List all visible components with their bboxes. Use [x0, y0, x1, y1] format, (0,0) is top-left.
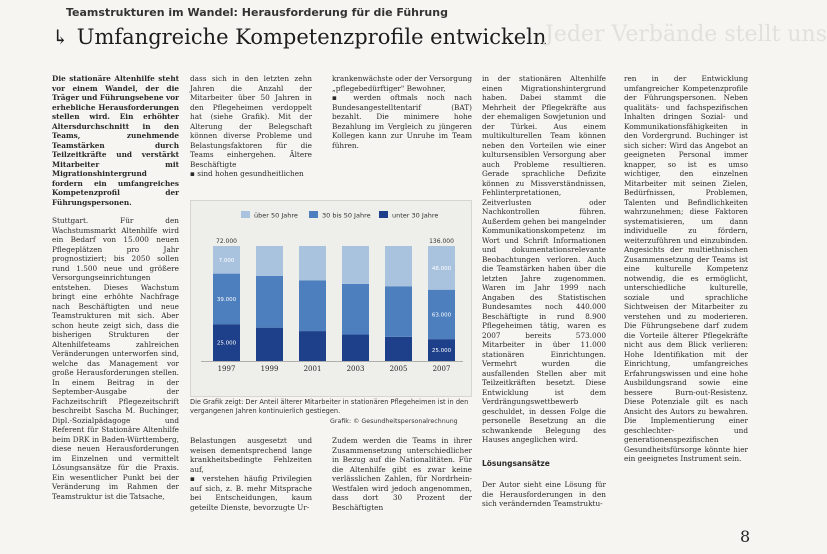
- body-paragraph: Der Autor sieht eine Lösung für die Herausforderungen in den sich verändernden Teamstruktu-: [482, 480, 606, 508]
- bar-segment: [342, 284, 369, 335]
- legend-swatch: [241, 211, 250, 218]
- x-tick-label: 1997: [217, 365, 236, 373]
- body-paragraph: krankenwächste oder der Versorgung „pflegebedürftiger" Bewohner,: [332, 74, 472, 93]
- body-paragraph: Belastungen ausgesetzt und weisen dementsprechend lange krankheitsbedingte Fehlzeiten auf,: [190, 436, 312, 474]
- bullet-text: werden oftmals noch nach Bundesangestelltentarif (BAT) bezahlt. Die minimere hohe Bezahlung im Vergleich zu jüngeren Kollegen kann zur Unruhe im Team führen.: [332, 93, 473, 150]
- column-4: [482, 74, 606, 552]
- bullet-item: ▪ sind hohen gesundheitlichen: [190, 169, 304, 178]
- chart-figure: [190, 200, 472, 397]
- bar-segment: [342, 246, 369, 284]
- bar-total-label: 136.000: [429, 238, 454, 245]
- bar-segment: [256, 246, 283, 276]
- bullet-item: ▪ werden oftmals noch nach Bundesangestelltentarif (BAT) bezahlt. Die minimere hohe Bezahlung im Vergleich zu jüngeren Kollegen kann zur Unruhe im Team führen.: [332, 93, 473, 150]
- bar-value-label: 25.000: [431, 348, 452, 355]
- legend-label: 30 bis 50 Jahre: [322, 211, 371, 220]
- bleed-through-text: Jeder Verbände stellt uns: [545, 22, 827, 47]
- column-1: [52, 74, 179, 552]
- column-3: [332, 74, 472, 160]
- bar-value-label: 39.000: [216, 296, 237, 303]
- bar-value-label: 25.000: [216, 340, 237, 347]
- bar-segment: [385, 286, 412, 337]
- x-tick-label: 1999: [260, 365, 279, 373]
- legend-label: unter 30 Jahre: [392, 211, 439, 220]
- x-tick-label: 2007: [432, 365, 451, 373]
- bullet-text: verstehen häufig Privilegien auf sich, z. B. mehr Mitsprache bei Entscheidungen, kaum geteilte Dienste, bevorzugte Ur-: [190, 474, 312, 512]
- bar-segment: [256, 276, 283, 328]
- legend-label: über 50 Jahre: [254, 211, 298, 220]
- kicker: Teamstrukturen im Wandel: Herausforderung für die Führung: [66, 6, 448, 19]
- page-title: [52, 25, 546, 49]
- bar-segment: [342, 335, 369, 361]
- title-text: Umfangreiche Kompetenzprofile entwickeln: [76, 25, 547, 49]
- body-paragraph: Stuttgart. Für den Wachstumsmarkt Altenhilfe wird ein Bedarf von 15.000 neuen Pflegeplätzen pro Jahr prognostiziert; bis 2050 sollen rund 1.500 neue und größere Versorgungseinrichtungen entstehen. Dieses Wachstum bringt eine erhöhte Nachfrage nach Beschäftigten und neue Teamstrukturen mit sich. Aber schon heute zeigt sich, dass die bisherigen Strukturen der Altenhilfeteams zahlreichen Veränderungen unterworfen sind, welche das Management vor große Herausforderungen stellen. In einem Beitrag in der September-Ausgabe der Fachzeitschrift Pflegezeitschrift beschreibt Sascha M. Buchinger, Dipl.-Sozialpädagoge und Referent für Stationäre Altenhilfe beim DRK in Baden-Württemberg, diese neuen Herausforderungen im Einzelnen und vermittelt Lösungsansätze für die Praxis. Ein wesentlicher Punkt bei der Veränderung im Rahmen der Teamstruktur ist die Tatsache,: [52, 216, 179, 501]
- subheading: Lösungsansätze: [482, 458, 550, 468]
- bar-total-label: 72.000: [216, 238, 237, 245]
- bar-segment: [299, 331, 326, 361]
- body-paragraph: in der stationären Altenhilfe einen Migrationshintergrund haben. Dabei stammt die Mehrheit der Pflegekräfte aus der ehemaligen Sowjetunion und der Türkei. Aus einem multikulturellen Team können neben den Vorteilen wie einer kultursensiblen Versorgung aber auch Probleme resultieren. Gerade sprachliche Defizite können zu Missverständnissen, Fehlinterpretationen, Zeitverlusten oder Nachkontrollen führen. Außerdem gehen bei mangelnder Kommunikationskompetenz im Wort und Schrift Informationen und dokumentationsrelevante Beobachtungen verloren. Auch die Teamstärken haben über die letzten Jahre zugenommen. Waren im Jahr 1999 nach Angaben des Statistischen Bundesamtes noch 440.000 Beschäftigte in rund 8.900 Pflegeheimen tätig, waren es 2007 bereits 573.000 Mitarbeiter in über 11.000 stationären Einrichtungen. Vermehrt wurden die ausfallenden Stellen aber mit Teilzeitkräften besetzt. Diese Entwicklung ist dem Verdrängungswettbewerb geschuldet, in dessen Folge die personelle Besetzung an die schwankende Belegung des Hauses angeglichen wird.: [482, 74, 607, 444]
- arrow-icon: ↳: [52, 25, 69, 49]
- body-paragraph: dass sich in den letzten zehn Jahren die Anzahl der Mitarbeiter über 50 Jahren in den Pflegeheimen verdoppelt hat (siehe Grafik). Mit der Alterung der Belegschaft können diverse Probleme und Belastungsfaktoren für die Teams einhergehen. Ältere Beschäftigte: [190, 74, 312, 169]
- x-tick-label: 2003: [346, 365, 365, 373]
- stacked-bar-chart: [191, 201, 473, 398]
- bullet-item: ▪ verstehen häufig Privilegien auf sich, z. B. mehr Mitsprache bei Entscheidungen, kaum geteilte Dienste, bevorzugte Ur-: [190, 474, 312, 512]
- bar-segment: [299, 246, 326, 281]
- bar-value-label: 48.000: [431, 265, 452, 272]
- intro-paragraph: Die stationäre Altenhilfe steht vor einem Wandel, der die Träger und Führungsebene vor erhebliche Herausforderungen stellen wird. Ein erhöhter Altersdurchschnitt in den Teams, zunehmende Teamstärken durch Teilzeitkräfte und verstärkt Mitarbeiter mit Migrationshintergrund fordern ein umfangreiches Kompetenzprofil der Führungspersonen.: [52, 74, 180, 207]
- column-5: [624, 74, 751, 546]
- bar-segment: [385, 337, 412, 361]
- bar-segment: [256, 328, 283, 361]
- body-paragraph: Zudem werden die Teams in ihrer Zusammensetzung unterschiedlicher in Bezug auf die Nationalitäten. Für die Altenhilfe gibt es zwar keine verlässlichen Zahlen, für Nordrhein-Westfalen wird jedoch angenommen, dass dort 30 Prozent der Beschäftigten: [332, 436, 472, 512]
- x-tick-label: 2005: [389, 365, 408, 373]
- column-6: [190, 436, 312, 552]
- body-paragraph: ren in der Entwicklung umfangreicher Kompetenzprofile der Führungspersonen. Neben qualitäts- und fachspezifischen Inhalten dringen Sozial- und Kommunikationsfähigkeiten in den Vordergrund. Buchinger ist sich sicher: Wird das Angebot an geeigneten Personal immer knapper, so ist es umso wichtiger, den einzelnen Mitarbeiter mit seinen Zielen, Bedürfnissen, Problemen, Talenten und Befindlichkeiten wahrzunehmen; diese Faktoren systematisieren, um dann individuelle zu fördern, weiterzuführen und einzubinden. Angesichts der multiethnischen Zusammensetzung der Teams ist eine kulturelle Kompetenz notwendig, die es ermöglicht, unterschiedliche kulturelle, soziale und sprachliche Sichtweisen der Mitarbeiter zu verstehen und zu moderieren. Die Führungsebene darf zudem die Vorteile älterer Pflegekräfte nicht aus dem Blick verlieren: Hohe Identifikation mit der Einrichtung, umfangreiches Erfahrungswissen und eine hohe Ausbildungsrand sowie eine bessere Burn-out-Resistenz. Diese Potenziale gilt es nach Ansicht des Autors zu bewahren. Die Implementierung einer geschlechter- und generationenspezifischen Gesundheitsfürsorge könnte hier ein geeignetes Instrument sein.: [624, 74, 748, 463]
- bar-segment: [385, 246, 412, 286]
- bar-value-label: 7.000: [218, 257, 235, 264]
- bar-value-label: 63.000: [431, 312, 452, 319]
- bar-segment: [299, 281, 326, 332]
- page-number: 8: [740, 527, 751, 546]
- figure-caption: Die Grafik zeigt: Der Anteil älterer Mitarbeiter in stationären Pflegeheimen ist in den vergangenen Jahren kontinuierlich gestiegen.: [190, 398, 469, 415]
- legend-swatch: [309, 211, 318, 218]
- column-7: [332, 436, 472, 552]
- figure-source: Grafik: © Gesundheitspersonalrechnung: [330, 418, 458, 425]
- x-tick-label: 2001: [303, 365, 322, 373]
- legend-swatch: [379, 211, 388, 218]
- column-2: [190, 74, 312, 178]
- bullet-text: sind hohen gesundheitlichen: [197, 169, 304, 178]
